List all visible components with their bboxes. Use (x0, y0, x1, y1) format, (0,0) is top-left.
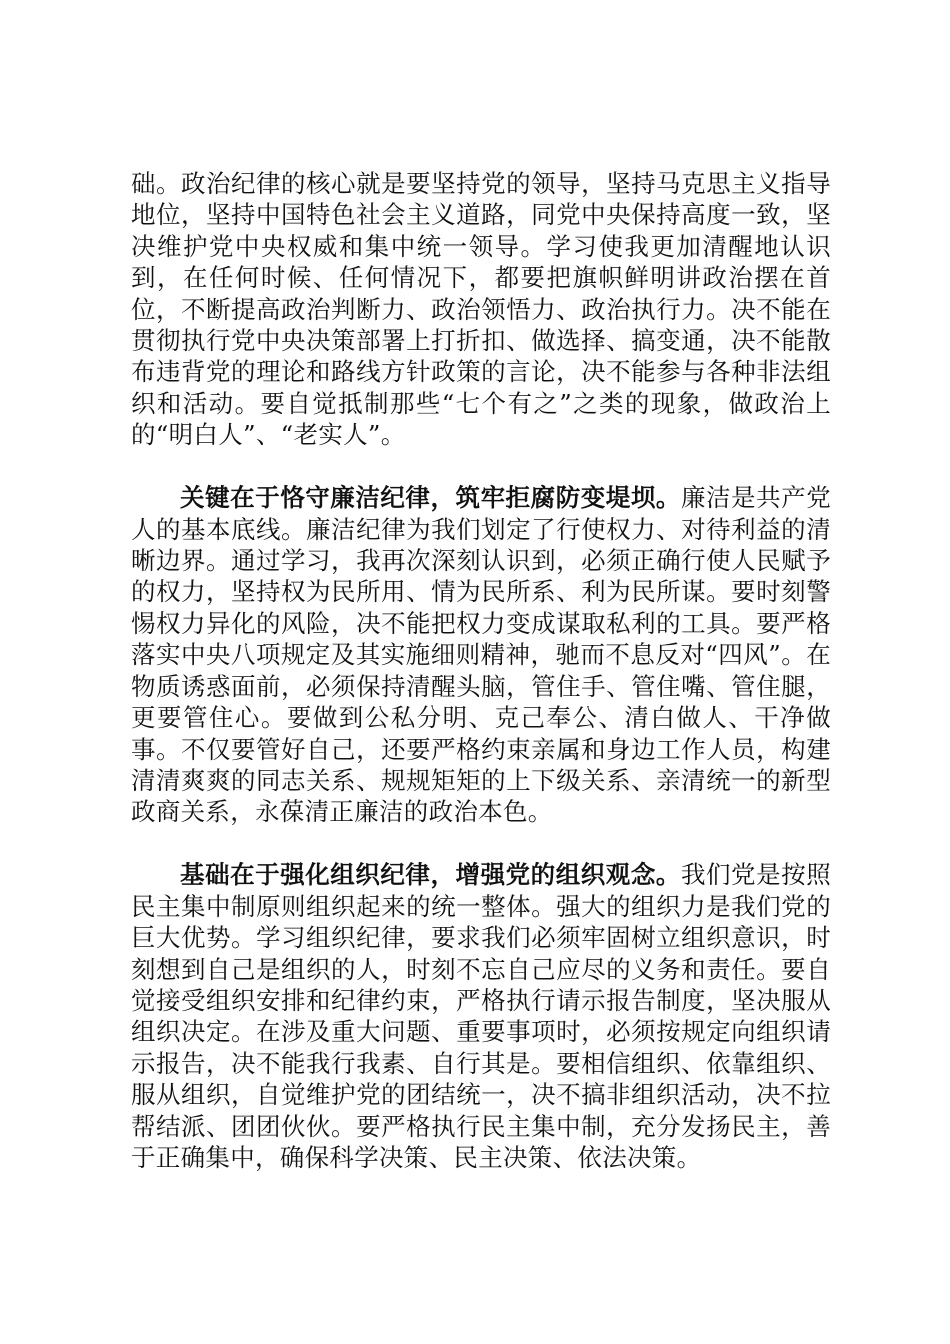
paragraph-text: 廉洁是共产党人的基本底线。廉洁纪律为我们划定了行使权力、对待利益的清晰边界。通过学习，我再次深刻认识到，必须正确行使人民赋予的权力，坚持权为民所用、情为民所系、利为民所谋。要时刻警惕权力异化的风险，决不能把权力变成谋取私利的工具。要严格落实中央八项规定及其实施细则精神，驰而不息反对“四风”。在物质诱惑面前，必须保持清醒头脑，管住手、管住嘴、管住腿，更要管住心。要做到公私分明、克己奉公、清白做人、干净做事。不仅要管好自己，还要严格约束亲属和身边工作人员，构建清清爽爽的同志关系、规规矩矩的上下级关系、亲清统一的新型政商关系，永葆清正廉洁的政治本色。 (131, 483, 831, 827)
paragraph-integrity-discipline (131, 482, 831, 827)
paragraph-text: 础。政治纪律的核心就是要坚持党的领导，坚持马克思主义指导地位，坚持中国特色社会主义道路，同党中央保持高度一致，坚决维护党中央权威和集中统一领导。学习使我更加清醒地认识到，在任何时候、任何情况下，都要把旗帜鲜明讲政治摆在首位，不断提高政治判断力、政治领悟力、政治执行力。决不能在贯彻执行党中央决策部署上打折扣、做选择、搞变通，决不能散布违背党的理论和路线方针政策的言论，决不能参与各种非法组织和活动。要自觉抵制那些“七个有之”之类的现象，做政治上的“明白人”、“老实人”。 (131, 169, 831, 450)
paragraph-political-discipline (131, 168, 831, 451)
paragraph-text: 我们党是按照民主集中制原则组织起来的统一整体。强大的组织力是我们党的巨大优势。学习组织纪律，要求我们必须牢固树立组织意识，时刻想到自己是组织的人，时刻不忘自己应尽的义务和责任。要自觉接受组织安排和纪律约束，严格执行请示报告制度，坚决服从组织决定。在涉及重大问题、重要事项时，必须按规定向组织请示报告，决不能我行我素、自行其是。要相信组织、依靠组织、服从组织，自觉维护党的团结统一，决不搞非组织活动，决不拉帮结派、团团伙伙。要严格执行民主集中制，充分发扬民主，善于正确集中，确保科学决策、民主决策、依法决策。 (131, 860, 831, 1172)
paragraph-lead: 基础在于强化组织纪律，增强党的组织观念。 (180, 860, 681, 890)
document-page (131, 168, 831, 1173)
paragraph-lead: 关键在于恪守廉洁纪律，筑牢拒腐防变堤坝。 (180, 483, 681, 513)
paragraph-organizational-discipline (131, 859, 831, 1173)
